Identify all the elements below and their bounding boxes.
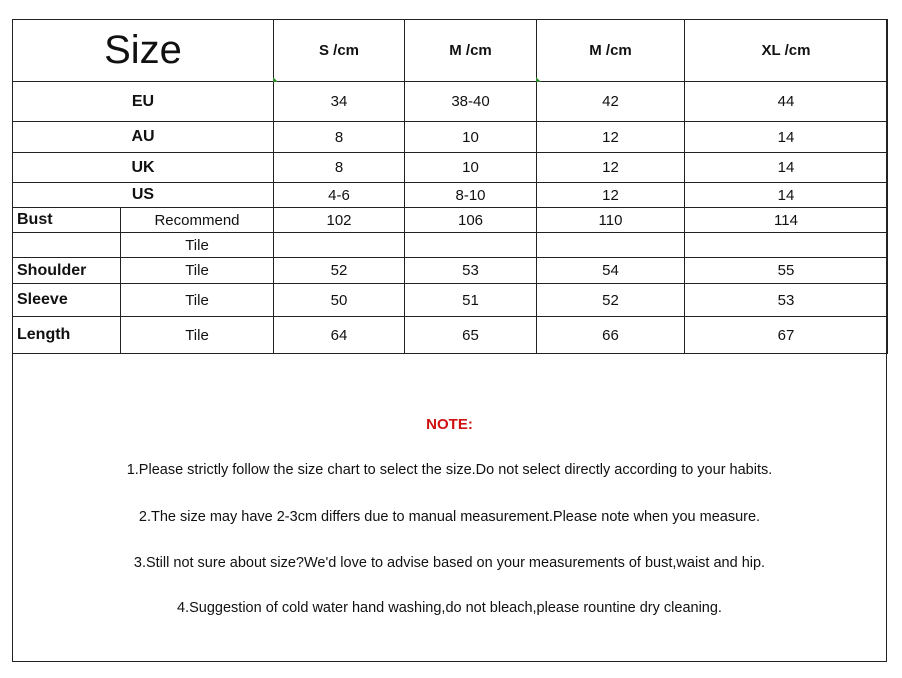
region-row-eu (13, 82, 888, 122)
measurement-row-shoulder (13, 258, 888, 284)
table-cell: 110 (537, 208, 685, 233)
region-label: UK (13, 153, 274, 183)
note-line: 3.Still not sure about size?We'd love to advise based on your measurements of bust,waist and hip. (133, 555, 766, 571)
region-row-us (13, 183, 888, 208)
column-header: M /cm (405, 20, 537, 82)
measurement-label: Shoulder (13, 258, 121, 284)
table-cell: 66 (537, 317, 685, 354)
table-cell: 14 (685, 183, 888, 208)
region-row-uk (13, 153, 888, 183)
note-line: 1.Please strictly follow the size chart to select the size.Do not select directly according to your habits. (126, 462, 773, 478)
table-cell: 65 (405, 317, 537, 354)
region-label: AU (13, 122, 274, 153)
corner-marker (536, 77, 541, 82)
table-cell (537, 233, 685, 258)
measurement-label: Length (13, 317, 121, 354)
table-cell: 8-10 (405, 183, 537, 208)
table-cell: 8 (274, 153, 405, 183)
measurement-method: Recommend (121, 208, 274, 233)
table-cell: 52 (274, 258, 405, 284)
size-chart-table (12, 19, 888, 354)
table-cell (405, 233, 537, 258)
table-cell: 4-6 (274, 183, 405, 208)
table-cell: 67 (685, 317, 888, 354)
table-cell: 44 (685, 82, 888, 122)
measurement-method: Tile (121, 258, 274, 284)
table-cell (685, 233, 888, 258)
note-section (12, 352, 887, 662)
table-cell: 106 (405, 208, 537, 233)
table-cell: 53 (405, 258, 537, 284)
header-row (13, 20, 888, 82)
region-row-au (13, 122, 888, 153)
table-cell: 12 (537, 183, 685, 208)
table-cell: 53 (685, 284, 888, 317)
table-cell: 102 (274, 208, 405, 233)
measurement-method: Tile (121, 317, 274, 354)
size-title: Size (13, 20, 274, 82)
note-line: 2.The size may have 2-3cm differs due to manual measurement.Please note when you measure. (138, 509, 761, 525)
table-cell: 55 (685, 258, 888, 284)
measurement-row-blank (13, 233, 888, 258)
measurement-label: Sleeve (13, 284, 121, 317)
table-cell: 114 (685, 208, 888, 233)
table-cell: 14 (685, 122, 888, 153)
measurement-label (13, 233, 121, 258)
table-cell: 38-40 (405, 82, 537, 122)
measurement-label: Bust (13, 208, 121, 233)
measurement-row-bust (13, 208, 888, 233)
table-cell: 12 (537, 122, 685, 153)
measurement-row-length (13, 317, 888, 354)
table-cell: 51 (405, 284, 537, 317)
table-cell: 34 (274, 82, 405, 122)
note-line: 4.Suggestion of cold water hand washing,do not bleach,please rountine dry cleaning. (177, 600, 722, 616)
table-cell: 50 (274, 284, 405, 317)
region-label: EU (13, 82, 274, 122)
table-cell: 14 (685, 153, 888, 183)
table-cell (274, 233, 405, 258)
measurement-row-sleeve (13, 284, 888, 317)
table-cell: 10 (405, 153, 537, 183)
column-header: XL /cm (685, 20, 888, 82)
column-header: S /cm (274, 20, 405, 82)
table-cell: 8 (274, 122, 405, 153)
table-cell: 54 (537, 258, 685, 284)
corner-marker (273, 77, 278, 82)
table-cell: 10 (405, 122, 537, 153)
table-cell: 12 (537, 153, 685, 183)
note-title: NOTE: (426, 416, 473, 433)
table-cell: 64 (274, 317, 405, 354)
measurement-method: Tile (121, 284, 274, 317)
table-cell: 42 (537, 82, 685, 122)
measurement-method: Tile (121, 233, 274, 258)
table-cell: 52 (537, 284, 685, 317)
column-header: M /cm (537, 20, 685, 82)
region-label: US (13, 183, 274, 208)
